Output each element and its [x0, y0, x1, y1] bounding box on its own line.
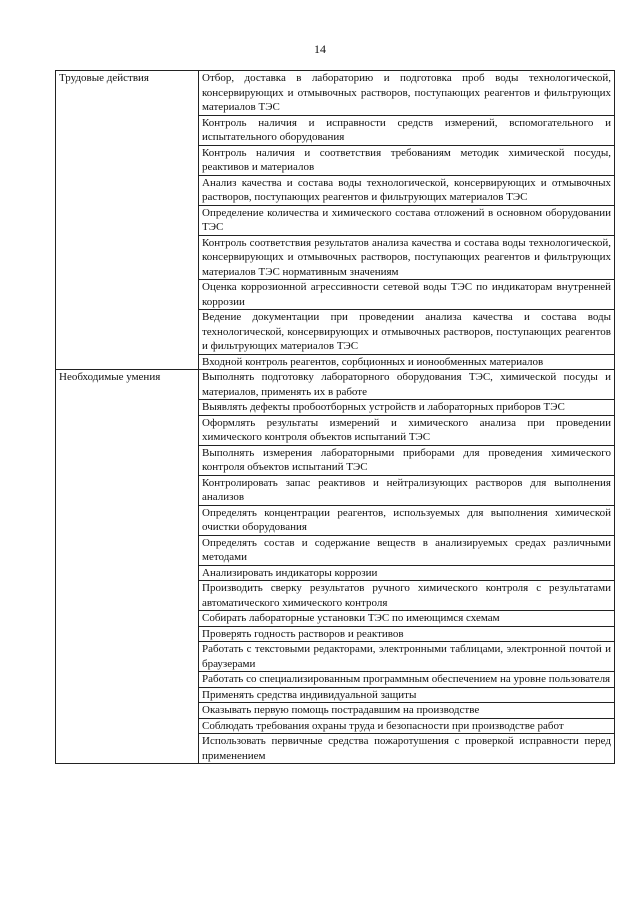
table-cell-item: Контроль соответствия результатов анализа качества и состава воды технологической, консервирующих и отмывочных растворов, поступающих реагентов и фильтрующих материалов ТЭС нормативным значениям: [199, 235, 615, 280]
table-cell-item: Выявлять дефекты пробоотборных устройств и лабораторных приборов ТЭС: [199, 400, 615, 416]
table-cell-item: Производить сверку результатов ручного химического контроля с результатами автоматического химического контроля: [199, 581, 615, 611]
section-label: Трудовые действия: [56, 71, 199, 370]
table-cell-item: Определение количества и химического состава отложений в основном оборудовании ТЭС: [199, 205, 615, 235]
table-cell-item: Оказывать первую помощь пострадавшим на производстве: [199, 703, 615, 719]
qualification-table: [55, 70, 615, 764]
table-cell-item: Отбор, доставка в лабораторию и подготовка проб воды технологической, консервирующих и отмывочных растворов, поступающих реагентов и фильтрующих материалов ТЭС: [199, 71, 615, 116]
table-cell-item: Определять концентрации реагентов, используемых для выполнения химической очистки оборудования: [199, 505, 615, 535]
table-body: [56, 71, 615, 764]
table-cell-item: Контролировать запас реактивов и нейтрализующих растворов для выполнения анализов: [199, 475, 615, 505]
table-cell-item: Ведение документации при проведении анализа качества и состава воды технологической, консервирующих и отмывочных растворов, поступающих реагентов и фильтрующих материалов ТЭС: [199, 310, 615, 355]
table-cell-item: Работать с текстовыми редакторами, электронными таблицами, электронной почтой и браузерами: [199, 642, 615, 672]
table-cell-item: Собирать лабораторные установки ТЭС по имеющимся схемам: [199, 611, 615, 627]
table-cell-item: Выполнять подготовку лабораторного оборудования ТЭС, химической посуды и материалов, применять их в работе: [199, 370, 615, 400]
table-cell-item: Определять состав и содержание веществ в анализируемых средах различными методами: [199, 535, 615, 565]
table-cell-item: Проверять годность растворов и реактивов: [199, 626, 615, 642]
table-cell-item: Входной контроль реагентов, сорбционных и ионообменных материалов: [199, 354, 615, 370]
table-row: [56, 71, 615, 116]
page-number: 14: [314, 42, 326, 56]
table-cell-item: Контроль наличия и соответствия требованиям методик химической посуды, реактивов и материалов: [199, 145, 615, 175]
table-cell-item: Анализ качества и состава воды технологической, консервирующих и отмывочных растворов, поступающих реагентов и фильтрующих материалов ТЭС: [199, 175, 615, 205]
table-cell-item: Соблюдать требования охраны труда и безопасности при производстве работ: [199, 718, 615, 734]
table-cell-item: Контроль наличия и исправности средств измерений, вспомогательного и испытательного оборудования: [199, 115, 615, 145]
table-cell-item: Работать со специализированным программным обеспечением на уровне пользователя: [199, 672, 615, 688]
table-cell-item: Анализировать индикаторы коррозии: [199, 565, 615, 581]
section-label: Необходимые умения: [56, 370, 199, 764]
table-cell-item: Использовать первичные средства пожаротушения с проверкой исправности перед применением: [199, 734, 615, 764]
table-cell-item: Оформлять результаты измерений и химического анализа при проведении химического контроля объектов испытаний ТЭС: [199, 415, 615, 445]
table-row: [56, 370, 615, 400]
table-cell-item: Выполнять измерения лабораторными приборами для проведения химического контроля объектов испытаний ТЭС: [199, 445, 615, 475]
table-cell-item: Применять средства индивидуальной защиты: [199, 687, 615, 703]
table-cell-item: Оценка коррозионной агрессивности сетевой воды ТЭС по индикаторам внутренней коррозии: [199, 280, 615, 310]
